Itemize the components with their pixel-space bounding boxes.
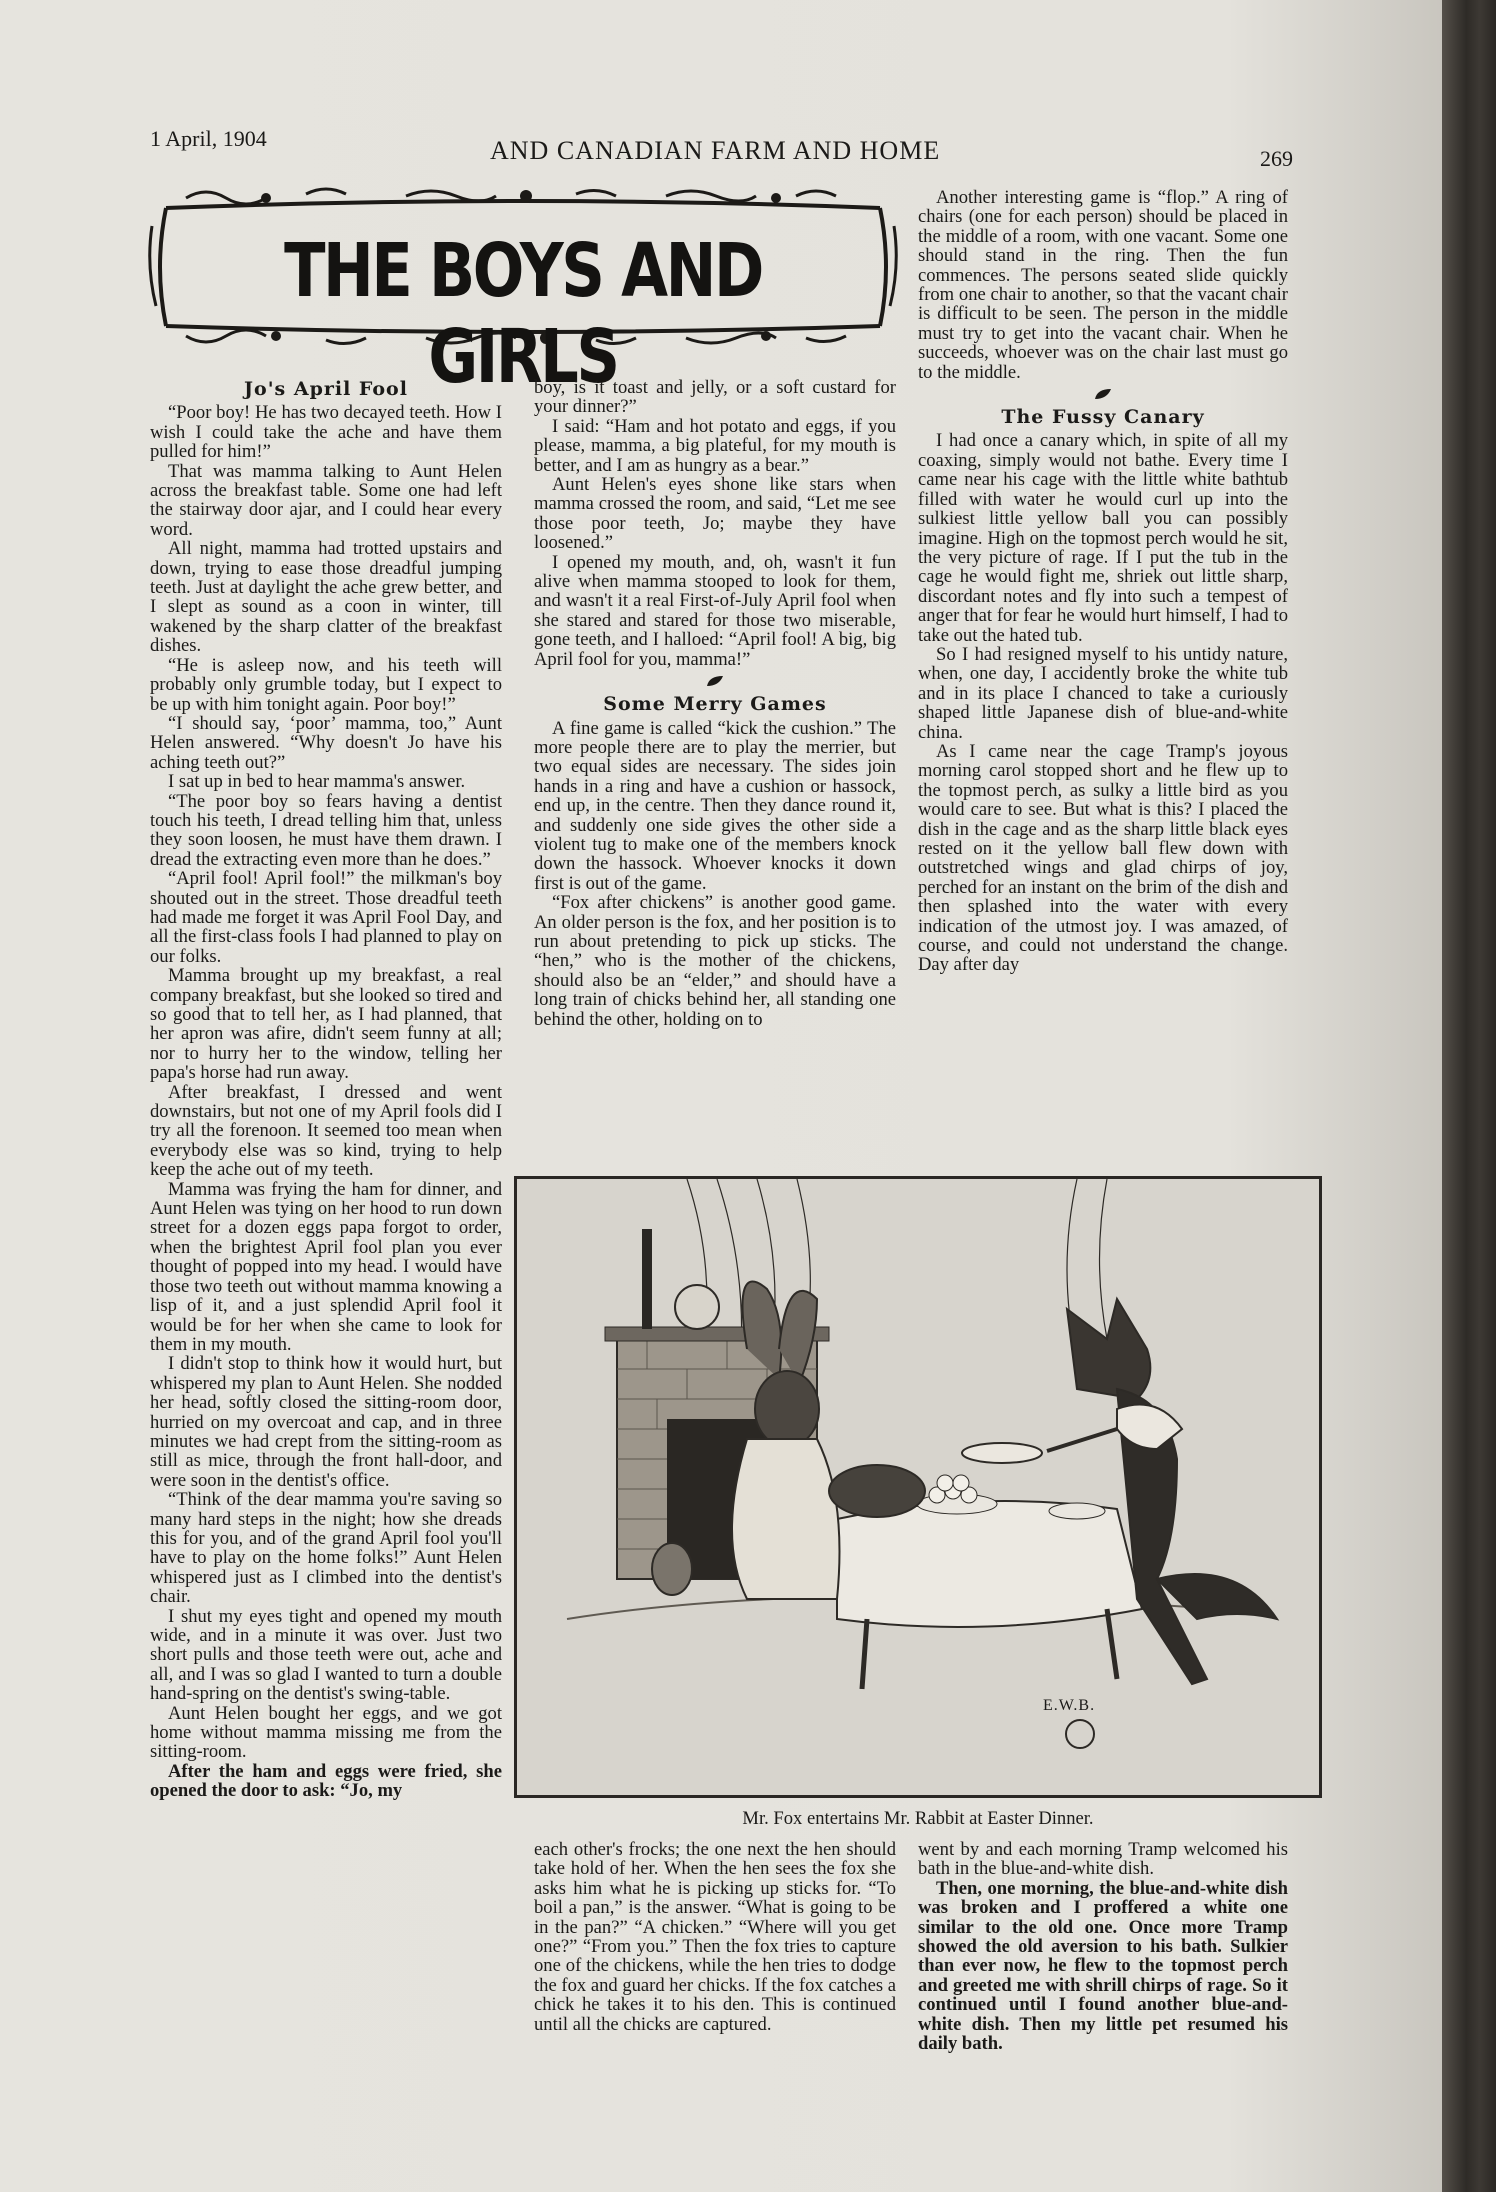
story-heading-fussy-canary: The Fussy Canary bbox=[1001, 406, 1205, 429]
paragraph: As I came near the cage Tramp's joyous morning carol stopped short and he flew up to the topmost perch, as sulky a little bird as you would care to see. But what is this? I placed the dish in the cage and as the sharp little black eyes rested on it the yellow ball flew down with outstretched wings and glad chirps of joy, perched for an instant on the brim of the dish and then splashed into the water with every indication of the utmost joy. I was amazed, of course, and could not understand the change. Day after day bbox=[918, 740, 1288, 976]
page-number: 269 bbox=[1260, 146, 1293, 171]
leaf-ornament-icon bbox=[918, 386, 1288, 404]
paragraph: That was mamma talking to Aunt Helen across the breakfast table. Some one had left the stairway door ajar, and I could hear every word. bbox=[150, 460, 502, 540]
paragraph: went by and each morning Tramp welcomed his bath in the blue-and-white dish. bbox=[918, 1840, 1288, 1880]
paragraph: “Think of the dear mamma you're saving so many hard steps in the night; how she dreads this for you, and of the grand April fool you'll have to play on the home folks!” Aunt Helen whispered just as I climbed into the dentist's chair. bbox=[150, 1489, 502, 1608]
paragraph: Aunt Helen bought her eggs, and we got home without mamma missing me from the sitting-room. bbox=[150, 1702, 502, 1763]
paragraph: “I should say, ‘poor’ mamma, too,” Aunt Helen answered. “Why doesn't Jo have his aching teeth out?” bbox=[150, 712, 502, 773]
paragraph: each other's frocks; the one next the hen should take hold of her. When the hen sees the fox she asks him what he is picking up sticks for. “To boil a pan,” is the answer. “What is going to be in the pan?” “A chicken.” “Where will you get one?” “From you.” Then the fox tries to capture one of the chickens, while the hen tries to dodge the fox and guard her chicks. If the fox catches a chick he takes it to his den. This is continued until all the chicks are captured. bbox=[534, 1840, 896, 2035]
paragraph: After the ham and eggs were fried, she opened the door to ask: “Jo, my bbox=[150, 1760, 502, 1802]
monogram-icon bbox=[1065, 1719, 1095, 1749]
column-3-continued bbox=[918, 1840, 1288, 2078]
paragraph: Then, one morning, the blue-and-white dish was broken and I proffered a white one similar to the old one. Once more Tramp showed the old aversion to his bath. Sulkier than ever now, he flew to the topmost perch and greeted me with shrill chirps of rage. So it continued until I found another blue-and-white dish. Then my little pet resumed his daily bath. bbox=[918, 1877, 1288, 2055]
paragraph: I said: “Ham and hot potato and eggs, if you please, mamma, a big plateful, for my mouth is better, and I am as hungry as a bear.” bbox=[534, 415, 896, 476]
masthead: AND CANADIAN FARM AND HOME bbox=[490, 136, 941, 165]
column-2-continued bbox=[534, 1840, 896, 2078]
paragraph: “April fool! April fool!” the milkman's boy shouted out in the street. Those dreadful teeth had made me forget it was April Fool Day, and all the first-class fools I had planned to play on our folks. bbox=[150, 868, 502, 967]
paragraph: All night, mamma had trotted upstairs and down, trying to ease those dreadful jumping teeth. Just at daylight the ache grew better, and I slept as sound as a coon in winter, till wakened by the sharp clatter of the breakfast dishes. bbox=[150, 538, 502, 657]
section-title: THE BOYS AND GIRLS bbox=[284, 228, 762, 400]
paragraph: “Poor boy! He has two decayed teeth. How I wish I could take the ache and have them pulled for him!” bbox=[150, 402, 502, 463]
illustration-caption: Mr. Fox entertains Mr. Rabbit at Easter Dinner. bbox=[742, 1808, 1094, 1829]
illustration-fox-rabbit bbox=[514, 1176, 1322, 1798]
paragraph: “He is asleep now, and his teeth will probably only grumble today, but I expect to be up with him tonight again. Poor boy!” bbox=[150, 654, 502, 715]
story-heading-merry-games: Some Merry Games bbox=[603, 693, 827, 716]
paragraph: Another interesting game is “flop.” A ring of chairs (one for each person) should be placed in the middle of a room, with one vacant. Some one should stand in the ring. Then the fun commences. The persons seated slide quickly from one chair to another, so that the vacant chair is difficult to be seen. The person in the middle must try to get into the vacant chair. When he succeeds, whoever was on the chair last must go to the middle. bbox=[918, 188, 1288, 383]
paragraph: Aunt Helen's eyes shone like stars when mamma crossed the room, and said, “Let me see those poor teeth, Jo; maybe they have loosened.” bbox=[534, 474, 896, 554]
column-1 bbox=[150, 376, 502, 2091]
paragraph: Mamma was frying the ham for dinner, and Aunt Helen was tying on her hood to run down street for a dozen eggs papa forgot to order, when the brightest April fool plan you ever thought of popped into my head. I would have those two teeth out without mamma knowing a lisp of it, and a just splendid April fool it would be for her when she came to look for them in my mouth. bbox=[150, 1178, 502, 1355]
paragraph: boy, is it toast and jelly, or a soft custard for your dinner?” bbox=[534, 378, 896, 418]
column-3 bbox=[918, 188, 1288, 1154]
column-2 bbox=[534, 378, 896, 1152]
leaf-ornament-icon bbox=[534, 673, 896, 691]
paragraph: A fine game is called “kick the cushion.” The more people there are to play the merrier, but two equal sides are necessary. The sides join hands in a ring and have a cushion or hassock, end up, in the centre. Then they dance round it, and suddenly one side gives the other side a violent tug to make one of the members knock down the hassock. Whoever knocks it down first is out of the game. bbox=[534, 717, 896, 894]
paragraph: “The poor boy so fears having a dentist touch his teeth, I dread telling him that, unless they soon loosen, he must have them drawn. I dread the extracting even more than he does.” bbox=[150, 790, 502, 870]
paragraph: I had once a canary which, in spite of all my coaxing, simply would not bathe. Every time I came near his cage with the little white bathtub filled with water he would curl up into the sulkiest little yellow ball you can possibly imagine. High on the topmost perch would he sit, the very picture of rage. If I put the tub in the cage he would fight me, shriek out little sharp, discordant notes and fly into such a tempest of anger that for fear he would hurt himself, I had to take out the hated tub. bbox=[918, 430, 1288, 646]
paragraph: Mamma brought up my breakfast, a real company breakfast, but she looked so tired and so good that to tell her, as I had planned, that her apron was afire, didn't seem funny at all; nor to hurry her to the window, telling her papa's horse had run away. bbox=[150, 965, 502, 1084]
paragraph: “Fox after chickens” is another good game. An older person is the fox, and her position is to run about pretending to pick up sticks. The “hen,” who is the mother of the chickens, should also be an “elder,” and should have a long train of chicks behind her, all standing one behind the other, holding on to bbox=[534, 892, 896, 1030]
paragraph: After breakfast, I dressed and went downstairs, but not one of my April fools did I try all the forenoon. It seemed too mean when everybody else was so kind, trying to help keep the ache out of my teeth. bbox=[150, 1081, 502, 1181]
fox-rabbit-drawing bbox=[517, 1179, 1319, 1795]
artist-signature: E.W.B. bbox=[1043, 1697, 1096, 1714]
paragraph: So I had resigned myself to his untidy nature, when, one day, I accidently broke the white tub and in its place I chanced to take a curiously shaped little Japanese dish of blue-and-white china. bbox=[918, 643, 1288, 743]
story-heading-april-fool: Jo's April Fool bbox=[244, 378, 408, 400]
book-binding bbox=[1442, 0, 1496, 2192]
issue-date: 1 April, 1904 bbox=[150, 126, 267, 151]
paragraph: I didn't stop to think how it would hurt, but whispered my plan to Aunt Helen. She nodded her head, softly closed the sitting-room door, hurried on my overcoat and cap, and in three minutes we had crept from the sitting-room as still as mice, through the front hall-door, and were soon in the dentist's office. bbox=[150, 1353, 502, 1491]
paragraph: I shut my eyes tight and opened my mouth wide, and in a minute it was over. Just two short pulls and those teeth were out, ache and all, and I was so glad I wanted to turn a double hand-spring on the dentist's swing-table. bbox=[150, 1605, 502, 1705]
paragraph: I opened my mouth, and, oh, wasn't it fun alive when mamma stooped to look for them, and wasn't it a real First-of-July April fool when she stared and stared for those two miserable, gone teeth, and I halloed: “April fool! A big, big April fool for you, mamma!” bbox=[534, 551, 896, 670]
paragraph: I sat up in bed to hear mamma's answer. bbox=[168, 771, 466, 793]
